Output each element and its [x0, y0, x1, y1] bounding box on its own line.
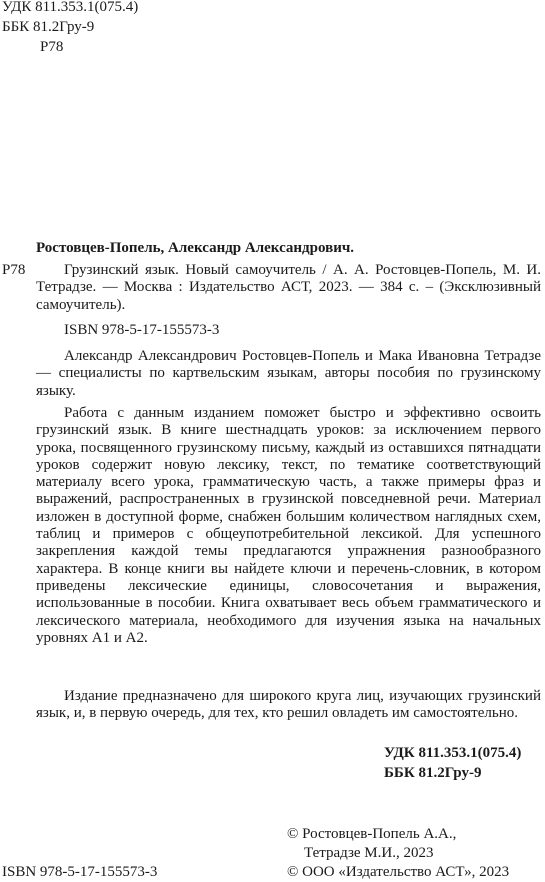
entry-side-code: Р78 [2, 262, 26, 278]
header-bbk: ББК 81.2Гру-9 [2, 19, 95, 35]
classification-udk: УДК 811.353.1(075.4) [384, 745, 522, 761]
classification-bbk: ББК 81.2Гру-9 [384, 765, 482, 781]
footer-isbn: ISBN 978-5-17-155573-3 [2, 864, 158, 880]
entry-author: Ростовцев-Попель, Александр Александрович. [36, 240, 355, 256]
copyright-authors-line2: Тетрадзе М.И., 2023 [304, 845, 434, 861]
annotation-paragraph-2: Работа с данным изданием поможет быстро и эффективно освоить грузинский язык. В книге шестнадцать уроков: за исключением первого урока, посвященного грузинскому письму, каждый из оставшихся пятнадцати уроков содержит новую лексику, текст, по тематике соответствующий материалу всего урока, грамматическую часть, а также примеры фраз и выражений, распространенных в грузинской повседневной речи. Материал изложен в доступной форме, снабжен большим количеством наглядных схем, таблиц и примеров с общеупотребительной лексикой. Для успешного закрепления каждой темы предлагаются упражнения разнообразного характера. В конце книги вы найдете ключи и перечень-словник, в котором приведены лексические единицы, словосочетания и выражения, использованные в пособии. Книга охватывает весь объем грамматического и лексического материала, необходимого для изучения языка на начальных уровнях А1 и А2. [36, 405, 541, 646]
entry-isbn: ISBN 978-5-17-155573-3 [64, 322, 220, 338]
annotation-paragraph-1: Александр Александрович Ростовцев-Попель и Мака Ивановна Тетрадзе — специалисты по картвельским языкам, авторы пособия по грузинскому языку. [36, 348, 541, 399]
annotation-paragraph-3: Издание предназначено для широкого круга лиц, изучающих грузинский язык, и, в первую очередь, для тех, кто решил овладеть им самостоятельно. [36, 688, 541, 722]
entry-description: Грузинский язык. Новый самоучитель / А. А. Ростовцев-Попель, М. И. Тетрадзе. — Москва : Издательство АСТ, 2023. — 384 с. – (Эксклюзивный самоучитель). [36, 262, 541, 313]
header-author-code: Р78 [40, 39, 64, 55]
header-udk: УДК 811.353.1(075.4) [2, 0, 139, 15]
copyright-authors-line1: © Ростовцев-Попель А.А., [287, 826, 457, 842]
copyright-publisher: © ООО «Издательство АСТ», 2023 [287, 864, 510, 880]
